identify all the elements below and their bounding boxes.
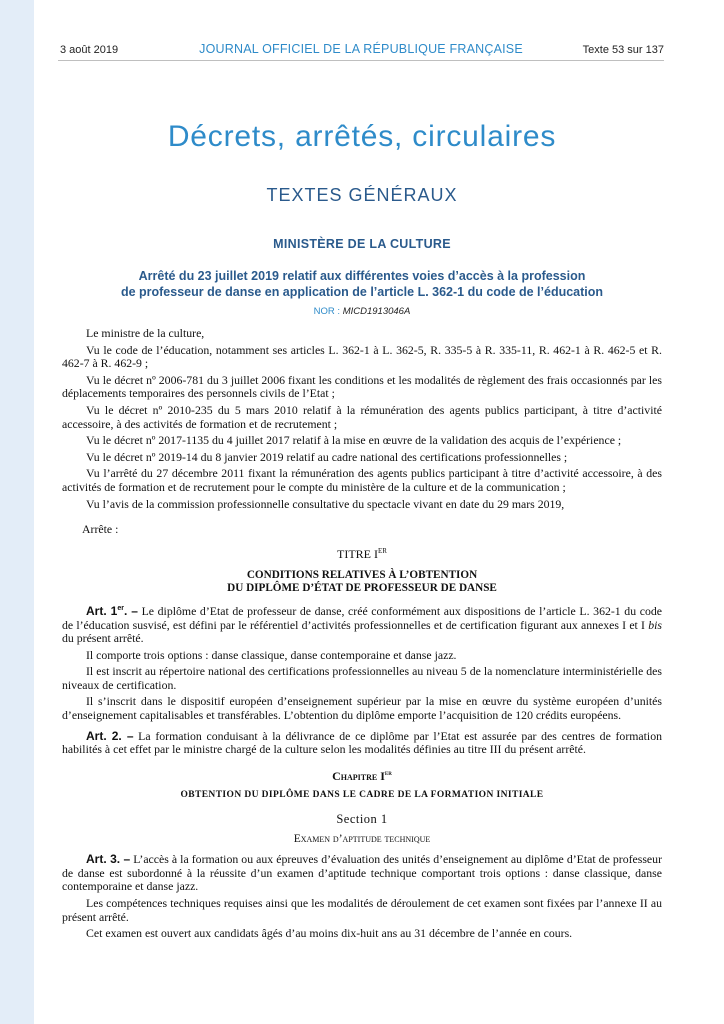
preamble-paragraph: Vu le décret nº 2017-1135 du 4 juillet 2017 relatif à la mise en œuvre de la validation des acquis de l’expérience ; [86, 433, 622, 448]
preamble-paragraph: Vu l’arrêté du 27 décembre 2011 fixant la rémunération des agents publics participant à titre d’activité accessoire, à des activités de formation et de recrutement pour le compte du ministère de la culture et de la communication ; [62, 466, 662, 494]
arrete-title-line-2: de professeur de danse en application de l’article L. 362-1 du code de l’éducation [120, 285, 604, 299]
article-1-label-tail: . – [123, 603, 138, 618]
chapitre-text: Chapitre I [332, 768, 385, 783]
chapitre-subheading: OBTENTION DU DIPLÔME DANS LE CADRE DE LA FORMATION INITIALE [180, 790, 544, 801]
article-3-label: Art. 3. – [86, 852, 131, 867]
preamble-paragraph: Le ministre de la culture, [86, 326, 205, 340]
preamble-paragraph: Vu le décret nº 2019-14 du 8 janvier 2019 relatif au cadre national des certifications professionnelles ; [86, 449, 568, 464]
preamble-paragraph: Vu le code de l’éducation, notamment ses articles L. 362-1 à L. 362-5, R. 335-5 à R. 335-11, R. 462-1 à R. 462-5 et R. 462-7 à R. 462-9 ; [62, 342, 662, 371]
article-3-paragraph-3: Cet examen est ouvert aux candidats âgés d’au moins dix-huit ans au 31 décembre de l’année en cours. [86, 926, 573, 941]
article-3-paragraph [62, 853, 662, 894]
article-1-paragraph-3: Il est inscrit au répertoire national des certifications professionnelles au niveau 5 de la nomenclature interministérielle des niveaux de certification. [62, 664, 662, 692]
article-1-label-sup: er [117, 604, 124, 612]
section-main-title: Décrets, arrêtés, circulaires [167, 120, 557, 153]
article-1-paragraph [62, 602, 662, 646]
ministry-name: MINISTÈRE DE LA CULTURE [273, 237, 451, 251]
chapitre-heading [62, 767, 662, 784]
article-2-paragraph [62, 730, 662, 757]
publication-date: 3 août 2019 [60, 44, 119, 56]
article-2-text: La formation conduisant à la délivrance de ce diplôme par l’Etat est assurée par des centres de formation habilités à cet effet par le ministre chargé de la culture selon les modalités définies au titre III du présent arrêté. [62, 728, 663, 757]
article-1-paragraph-4: Il s’inscrit dans le dispositif européen d’enseignement supérieur par la mise en œuvre du système européen d’unités d’enseignement capitalisables et transférables. L’obtention du diplôme emporte l’acquisition de 120 crédits européens. [62, 694, 662, 723]
article-2-label: Art. 2. – [86, 728, 134, 743]
article-3-paragraph-2: Les compétences techniques requises ainsi que les modalités de déroulement de cet examen sont fixées par l’annexe II au présent arrêté. [62, 896, 662, 924]
conditions-heading-line-2: DU DIPLÔME D’ÉTAT DE PROFESSEUR DE DANSE [227, 582, 497, 595]
arrete-title-line-1: Arrêté du 23 juillet 2019 relatif aux différentes voies d’accès à la profession [138, 269, 586, 283]
section-heading: Section 1 [336, 812, 388, 827]
article-3-text: L’accès à la formation ou aux épreuves d’évaluation des unités d’enseignement au diplôme d’Etat de professeur de danse est subordonné à la réussite d’un examen d’aptitude technique comportant trois options : danse classique, danse contemporaine et danse jazz. [62, 852, 662, 894]
article-1-paragraph-2: Il comporte trois options : danse classique, danse contemporaine et danse jazz. [86, 647, 457, 662]
article-1-text-end: du présent arrêté. [62, 631, 144, 646]
nor-value: MICD1913046A [342, 306, 411, 317]
nor-reference [0, 306, 724, 317]
preamble-paragraph: Vu le décret nº 2010-235 du 5 mars 2010 relatif à la rémunération des agents publics participant, à titre d’activité accessoire, à des activités de formation et de recrutement ; [62, 402, 662, 431]
nor-label: NOR : [313, 306, 343, 317]
article-1-label [86, 604, 138, 618]
article-1-label-text: Art. 1 [86, 603, 118, 618]
titre-heading [62, 545, 662, 562]
conditions-heading-line-1: CONDITIONS RELATIVES À L’OBTENTION [246, 569, 478, 582]
arrete-title [60, 268, 664, 300]
conditions-heading [62, 569, 662, 595]
header-divider [58, 60, 664, 61]
preamble-paragraph: Vu le décret nº 2006-781 du 3 juillet 2006 fixant les conditions et les modalités de règlement des frais occasionnés par les déplacements temporaires des personnels civils de l’Etat ; [62, 372, 662, 401]
document-body [62, 327, 662, 944]
journal-name: JOURNAL OFFICIEL DE LA RÉPUBLIQUE FRANÇAISE [199, 42, 523, 56]
chapitre-sup: er [384, 768, 392, 777]
page-header [58, 40, 664, 62]
text-number: Texte 53 sur 137 [582, 44, 664, 56]
article-1-bis: bis [648, 617, 662, 632]
titre-sup: ER [378, 546, 387, 555]
section-subtitle: TEXTES GÉNÉRAUX [266, 185, 458, 205]
arrete-word: Arrête : [82, 522, 119, 537]
titre-text: TITRE I [337, 546, 379, 561]
section-subheading: Examen d’aptitude technique [293, 832, 431, 845]
article-1-text: Le diplôme d’Etat de professeur de danse, créé conformément aux dispositions de l’article L. 362-1 du code de l’éducation susvisé, est défini par le référentiel d’activités professionnelles et de certification figurant aux annexes I et I [62, 603, 662, 632]
preamble-paragraph: Vu l’avis de la commission professionnelle consultative du spectacle vivant en date du 29 mars 2019, [86, 496, 565, 511]
